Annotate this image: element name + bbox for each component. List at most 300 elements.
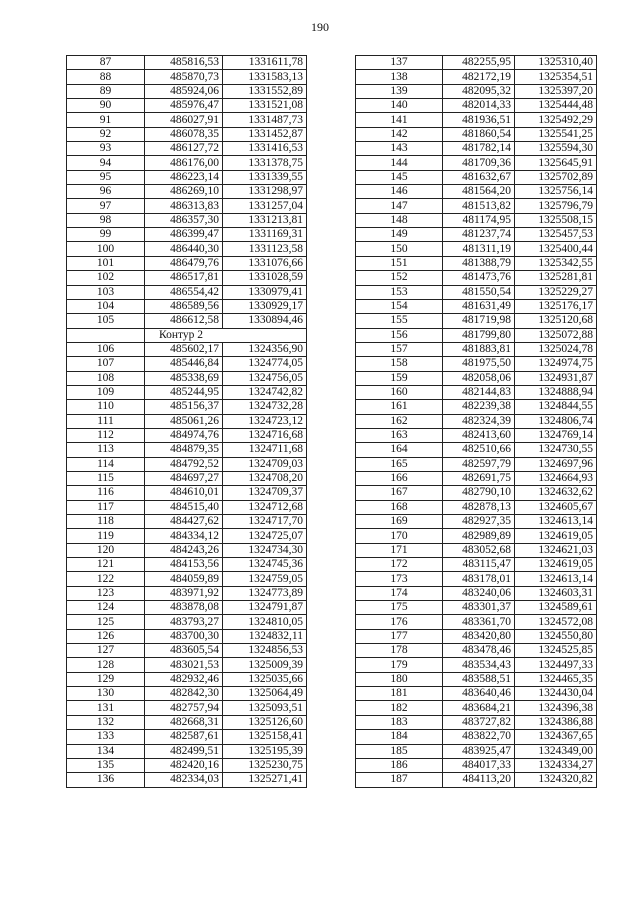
table-row [67, 730, 307, 744]
y-coordinate-cell: 1324349,00 [515, 744, 597, 758]
x-coordinate-cell: 486517,81 [145, 271, 223, 285]
point-number-cell: 164 [356, 443, 443, 457]
x-coordinate-cell: 482510,66 [443, 443, 515, 457]
x-coordinate-cell: 481975,50 [443, 357, 515, 371]
point-number-cell: 92 [67, 127, 145, 141]
y-coordinate-cell: 1331487,73 [223, 113, 307, 127]
x-coordinate-cell: 482172,19 [443, 70, 515, 84]
point-number-cell: 170 [356, 529, 443, 543]
table-row [67, 357, 307, 371]
table-row [356, 228, 597, 242]
x-coordinate-cell: 482927,35 [443, 515, 515, 529]
x-coordinate-cell: 486612,58 [145, 314, 223, 328]
x-coordinate-cell: 484153,56 [145, 558, 223, 572]
table-row [67, 615, 307, 629]
x-coordinate-cell: 483478,46 [443, 644, 515, 658]
x-coordinate-cell: 481799,80 [443, 328, 515, 342]
contour-heading-row [67, 328, 307, 342]
table-row [356, 299, 597, 313]
x-coordinate-cell: 484697,27 [145, 471, 223, 485]
table-row [356, 156, 597, 170]
point-number-cell: 118 [67, 515, 145, 529]
y-coordinate-cell: 1325158,41 [223, 730, 307, 744]
point-number-cell: 156 [356, 328, 443, 342]
point-number-cell: 137 [356, 56, 443, 70]
point-number-cell: 184 [356, 730, 443, 744]
table-row [356, 687, 597, 701]
table-row [356, 773, 597, 787]
y-coordinate-cell: 1324716,68 [223, 428, 307, 442]
point-number-cell: 176 [356, 615, 443, 629]
point-number-cell: 182 [356, 701, 443, 715]
x-coordinate-cell: 481860,54 [443, 127, 515, 141]
table-row [356, 199, 597, 213]
point-number-cell: 106 [67, 342, 145, 356]
y-coordinate-cell: 1324603,31 [515, 586, 597, 600]
x-coordinate-cell: 482413,60 [443, 428, 515, 442]
table-row [356, 357, 597, 371]
table-row [67, 471, 307, 485]
point-number-cell: 165 [356, 457, 443, 471]
table-row [67, 256, 307, 270]
table-row [356, 428, 597, 442]
x-coordinate-cell: 482587,61 [145, 730, 223, 744]
y-coordinate-cell: 1324356,90 [223, 342, 307, 356]
x-coordinate-cell: 483052,68 [443, 543, 515, 557]
x-coordinate-cell: 483700,30 [145, 629, 223, 643]
table-row [67, 342, 307, 356]
table-row [67, 314, 307, 328]
x-coordinate-cell: 483925,47 [443, 744, 515, 758]
table-row [67, 586, 307, 600]
point-number-cell: 168 [356, 500, 443, 514]
x-coordinate-cell: 482499,51 [145, 744, 223, 758]
point-number-cell: 151 [356, 256, 443, 270]
x-coordinate-cell: 482989,89 [443, 529, 515, 543]
table-row [356, 457, 597, 471]
y-coordinate-cell: 1324619,05 [515, 558, 597, 572]
x-coordinate-cell: 483240,06 [443, 586, 515, 600]
x-coordinate-cell: 485602,17 [145, 342, 223, 356]
table-row [67, 457, 307, 471]
point-number-cell: 132 [67, 715, 145, 729]
table-row [356, 371, 597, 385]
table-row [67, 56, 307, 70]
y-coordinate-cell: 1325541,25 [515, 127, 597, 141]
table-row [67, 385, 307, 399]
table-row [67, 687, 307, 701]
point-number-cell: 136 [67, 773, 145, 787]
table-row [356, 715, 597, 729]
point-number-cell: 113 [67, 443, 145, 457]
table-row [67, 572, 307, 586]
y-coordinate-cell: 1324367,65 [515, 730, 597, 744]
table-row [67, 213, 307, 227]
table-row [67, 515, 307, 529]
point-number-cell: 115 [67, 471, 145, 485]
y-coordinate-cell: 1324732,28 [223, 400, 307, 414]
point-number-cell: 152 [356, 271, 443, 285]
y-coordinate-cell: 1331416,53 [223, 142, 307, 156]
x-coordinate-cell: 482058,06 [443, 371, 515, 385]
table-row [67, 744, 307, 758]
table-row [356, 56, 597, 70]
point-number-cell: 134 [67, 744, 145, 758]
table-row [67, 543, 307, 557]
y-coordinate-cell: 1331452,87 [223, 127, 307, 141]
y-coordinate-cell: 1324708,20 [223, 471, 307, 485]
table-row [356, 400, 597, 414]
y-coordinate-cell: 1324791,87 [223, 601, 307, 615]
point-number-cell: 181 [356, 687, 443, 701]
x-coordinate-cell: 482255,95 [443, 56, 515, 70]
point-number-cell: 138 [356, 70, 443, 84]
y-coordinate-cell: 1331213,81 [223, 213, 307, 227]
table-row [356, 758, 597, 772]
x-coordinate-cell: 481388,79 [443, 256, 515, 270]
point-number-cell: 167 [356, 486, 443, 500]
y-coordinate-cell: 1325492,29 [515, 113, 597, 127]
x-coordinate-cell: 486554,42 [145, 285, 223, 299]
point-number-cell: 90 [67, 99, 145, 113]
point-number-cell: 97 [67, 199, 145, 213]
y-coordinate-cell: 1324619,05 [515, 529, 597, 543]
table-row [67, 371, 307, 385]
y-coordinate-cell: 1325796,79 [515, 199, 597, 213]
y-coordinate-cell: 1325342,55 [515, 256, 597, 270]
table-row [67, 658, 307, 672]
table-row [67, 285, 307, 299]
y-coordinate-cell: 1325229,27 [515, 285, 597, 299]
y-coordinate-cell: 1324396,38 [515, 701, 597, 715]
x-coordinate-cell: 485870,73 [145, 70, 223, 84]
y-coordinate-cell: 1324712,68 [223, 500, 307, 514]
point-number-cell: 142 [356, 127, 443, 141]
y-coordinate-cell: 1324774,05 [223, 357, 307, 371]
y-coordinate-cell: 1324386,88 [515, 715, 597, 729]
point-number-cell: 100 [67, 242, 145, 256]
y-coordinate-cell: 1331028,59 [223, 271, 307, 285]
table-row [67, 715, 307, 729]
table-row [67, 156, 307, 170]
x-coordinate-cell: 481936,51 [443, 113, 515, 127]
y-coordinate-cell: 1324709,03 [223, 457, 307, 471]
table-row [356, 256, 597, 270]
x-coordinate-cell: 483684,21 [443, 701, 515, 715]
x-coordinate-cell: 482668,31 [145, 715, 223, 729]
table-row [67, 228, 307, 242]
x-coordinate-cell: 482597,79 [443, 457, 515, 471]
y-coordinate-cell: 1325271,41 [223, 773, 307, 787]
y-coordinate-cell: 1325230,75 [223, 758, 307, 772]
table-row [67, 127, 307, 141]
point-number-cell: 139 [356, 84, 443, 98]
x-coordinate-cell: 482842,30 [145, 687, 223, 701]
y-coordinate-cell: 1324810,05 [223, 615, 307, 629]
table-row [67, 529, 307, 543]
point-number-cell: 187 [356, 773, 443, 787]
table-row [67, 199, 307, 213]
x-coordinate-cell: 482691,75 [443, 471, 515, 485]
point-number-cell: 124 [67, 601, 145, 615]
y-coordinate-cell: 1331583,13 [223, 70, 307, 84]
y-coordinate-cell: 1325064,49 [223, 687, 307, 701]
x-coordinate-cell: 483640,46 [443, 687, 515, 701]
point-number-cell: 166 [356, 471, 443, 485]
y-coordinate-cell: 1331378,75 [223, 156, 307, 170]
x-coordinate-cell: 483588,51 [443, 672, 515, 686]
table-row [356, 471, 597, 485]
x-coordinate-cell: 485244,95 [145, 385, 223, 399]
x-coordinate-cell: 484515,40 [145, 500, 223, 514]
y-coordinate-cell: 1331339,55 [223, 170, 307, 184]
x-coordinate-cell: 484792,52 [145, 457, 223, 471]
table-row [356, 644, 597, 658]
point-number-cell: 104 [67, 299, 145, 313]
table-row [67, 414, 307, 428]
point-number-cell: 130 [67, 687, 145, 701]
x-coordinate-cell: 483534,43 [443, 658, 515, 672]
y-coordinate-cell: 1324974,75 [515, 357, 597, 371]
point-number-cell: 143 [356, 142, 443, 156]
point-number-cell: 99 [67, 228, 145, 242]
x-coordinate-cell: 483878,08 [145, 601, 223, 615]
table-row [356, 558, 597, 572]
table-row [67, 242, 307, 256]
y-coordinate-cell: 1325645,91 [515, 156, 597, 170]
table-row [356, 285, 597, 299]
x-coordinate-cell: 481782,14 [443, 142, 515, 156]
table-row [67, 185, 307, 199]
point-number-cell: 155 [356, 314, 443, 328]
point-number-cell: 150 [356, 242, 443, 256]
point-number-cell: 89 [67, 84, 145, 98]
y-coordinate-cell: 1325009,39 [223, 658, 307, 672]
x-coordinate-cell: 483420,80 [443, 629, 515, 643]
point-number-cell: 177 [356, 629, 443, 643]
x-coordinate-cell: 481174,95 [443, 213, 515, 227]
x-coordinate-cell: 483178,01 [443, 572, 515, 586]
y-coordinate-cell: 1324465,35 [515, 672, 597, 686]
table-row [356, 127, 597, 141]
table-row [67, 271, 307, 285]
table-row [356, 414, 597, 428]
table-row [356, 572, 597, 586]
y-coordinate-cell: 1325120,68 [515, 314, 597, 328]
point-number-cell: 122 [67, 572, 145, 586]
x-coordinate-cell: 486027,91 [145, 113, 223, 127]
point-number-cell: 179 [356, 658, 443, 672]
x-coordinate-cell: 482095,32 [443, 84, 515, 98]
y-coordinate-cell: 1324632,62 [515, 486, 597, 500]
y-coordinate-cell: 1330894,46 [223, 314, 307, 328]
point-number-cell: 154 [356, 299, 443, 313]
y-coordinate-cell: 1325397,20 [515, 84, 597, 98]
y-coordinate-cell: 1324572,08 [515, 615, 597, 629]
table-row [356, 170, 597, 184]
x-coordinate-cell: 481632,67 [443, 170, 515, 184]
table-row [67, 758, 307, 772]
y-coordinate-cell: 1324759,05 [223, 572, 307, 586]
point-number-cell: 103 [67, 285, 145, 299]
table-row [67, 142, 307, 156]
coordinates-table-left [66, 55, 307, 788]
x-coordinate-cell: 486399,47 [145, 228, 223, 242]
point-number-cell: 133 [67, 730, 145, 744]
table-row [67, 773, 307, 787]
empty-cell [67, 328, 145, 342]
y-coordinate-cell: 1324756,05 [223, 371, 307, 385]
table-row [356, 271, 597, 285]
x-coordinate-cell: 486479,76 [145, 256, 223, 270]
y-coordinate-cell: 1324717,70 [223, 515, 307, 529]
table-row [67, 99, 307, 113]
x-coordinate-cell: 486269,10 [145, 185, 223, 199]
page-number: 190 [311, 20, 329, 34]
y-coordinate-cell: 1325400,44 [515, 242, 597, 256]
point-number-cell: 174 [356, 586, 443, 600]
x-coordinate-cell: 482790,10 [443, 486, 515, 500]
y-coordinate-cell: 1324742,82 [223, 385, 307, 399]
x-coordinate-cell: 481631,49 [443, 299, 515, 313]
x-coordinate-cell: 482144,83 [443, 385, 515, 399]
x-coordinate-cell: 482324,39 [443, 414, 515, 428]
x-coordinate-cell: 484017,33 [443, 758, 515, 772]
x-coordinate-cell: 482932,46 [145, 672, 223, 686]
point-number-cell: 178 [356, 644, 443, 658]
y-coordinate-cell: 1324723,12 [223, 414, 307, 428]
x-coordinate-cell: 483301,37 [443, 601, 515, 615]
table-row [356, 99, 597, 113]
coordinates-table-right [355, 55, 597, 788]
table-row [67, 672, 307, 686]
y-coordinate-cell: 1324613,14 [515, 572, 597, 586]
table-row [356, 629, 597, 643]
x-coordinate-cell: 483793,27 [145, 615, 223, 629]
y-coordinate-cell: 1325195,39 [223, 744, 307, 758]
y-coordinate-cell: 1324888,94 [515, 385, 597, 399]
x-coordinate-cell: 483822,70 [443, 730, 515, 744]
table-row [356, 586, 597, 600]
point-number-cell: 108 [67, 371, 145, 385]
point-number-cell: 186 [356, 758, 443, 772]
table-row [356, 701, 597, 715]
table-row [67, 701, 307, 715]
point-number-cell: 102 [67, 271, 145, 285]
y-coordinate-cell: 1330979,41 [223, 285, 307, 299]
point-number-cell: 185 [356, 744, 443, 758]
table-row [356, 385, 597, 399]
y-coordinate-cell: 1331169,31 [223, 228, 307, 242]
y-coordinate-cell: 1324709,37 [223, 486, 307, 500]
point-number-cell: 149 [356, 228, 443, 242]
y-coordinate-cell: 1331257,04 [223, 199, 307, 213]
y-coordinate-cell: 1325281,81 [515, 271, 597, 285]
point-number-cell: 171 [356, 543, 443, 557]
y-coordinate-cell: 1324664,93 [515, 471, 597, 485]
point-number-cell: 163 [356, 428, 443, 442]
y-coordinate-cell: 1324621,03 [515, 543, 597, 557]
table-row [356, 342, 597, 356]
y-coordinate-cell: 1324730,55 [515, 443, 597, 457]
x-coordinate-cell: 481237,74 [443, 228, 515, 242]
point-number-cell: 146 [356, 185, 443, 199]
y-coordinate-cell: 1324725,07 [223, 529, 307, 543]
y-coordinate-cell: 1324745,36 [223, 558, 307, 572]
x-coordinate-cell: 484974,76 [145, 428, 223, 442]
point-number-cell: 91 [67, 113, 145, 127]
point-number-cell: 158 [356, 357, 443, 371]
point-number-cell: 183 [356, 715, 443, 729]
y-coordinate-cell: 1324613,14 [515, 515, 597, 529]
point-number-cell: 123 [67, 586, 145, 600]
x-coordinate-cell: 485061,26 [145, 414, 223, 428]
y-coordinate-cell: 1324525,85 [515, 644, 597, 658]
y-coordinate-cell: 1331298,97 [223, 185, 307, 199]
y-coordinate-cell: 1325444,48 [515, 99, 597, 113]
x-coordinate-cell: 481513,82 [443, 199, 515, 213]
x-coordinate-cell: 485338,69 [145, 371, 223, 385]
point-number-cell: 94 [67, 156, 145, 170]
table-row [356, 500, 597, 514]
table-row [67, 428, 307, 442]
y-coordinate-cell: 1325457,53 [515, 228, 597, 242]
y-coordinate-cell: 1324806,74 [515, 414, 597, 428]
table-row [67, 400, 307, 414]
table-row [67, 170, 307, 184]
point-number-cell: 125 [67, 615, 145, 629]
table-row [67, 558, 307, 572]
x-coordinate-cell: 486176,00 [145, 156, 223, 170]
x-coordinate-cell: 482757,94 [145, 701, 223, 715]
point-number-cell: 157 [356, 342, 443, 356]
x-coordinate-cell: 483021,53 [145, 658, 223, 672]
y-coordinate-cell: 1324931,87 [515, 371, 597, 385]
table-row [67, 70, 307, 84]
table-row [356, 213, 597, 227]
table-row [67, 84, 307, 98]
table-row [356, 84, 597, 98]
point-number-cell: 148 [356, 213, 443, 227]
point-number-cell: 88 [67, 70, 145, 84]
table-row [356, 314, 597, 328]
table-row [356, 242, 597, 256]
y-coordinate-cell: 1325093,51 [223, 701, 307, 715]
x-coordinate-cell: 484334,12 [145, 529, 223, 543]
x-coordinate-cell: 486440,30 [145, 242, 223, 256]
x-coordinate-cell: 482420,16 [145, 758, 223, 772]
table-row [356, 515, 597, 529]
point-number-cell: 95 [67, 170, 145, 184]
x-coordinate-cell: 483971,92 [145, 586, 223, 600]
point-number-cell: 144 [356, 156, 443, 170]
y-coordinate-cell: 1324589,61 [515, 601, 597, 615]
point-number-cell: 120 [67, 543, 145, 557]
y-coordinate-cell: 1324773,89 [223, 586, 307, 600]
y-coordinate-cell: 1324550,80 [515, 629, 597, 643]
point-number-cell: 121 [67, 558, 145, 572]
x-coordinate-cell: 484059,89 [145, 572, 223, 586]
table-row [356, 601, 597, 615]
point-number-cell: 119 [67, 529, 145, 543]
table-row [67, 443, 307, 457]
x-coordinate-cell: 485156,37 [145, 400, 223, 414]
table-row [67, 500, 307, 514]
x-coordinate-cell: 482878,13 [443, 500, 515, 514]
y-coordinate-cell: 1324430,04 [515, 687, 597, 701]
y-coordinate-cell: 1325176,17 [515, 299, 597, 313]
y-coordinate-cell: 1324856,53 [223, 644, 307, 658]
